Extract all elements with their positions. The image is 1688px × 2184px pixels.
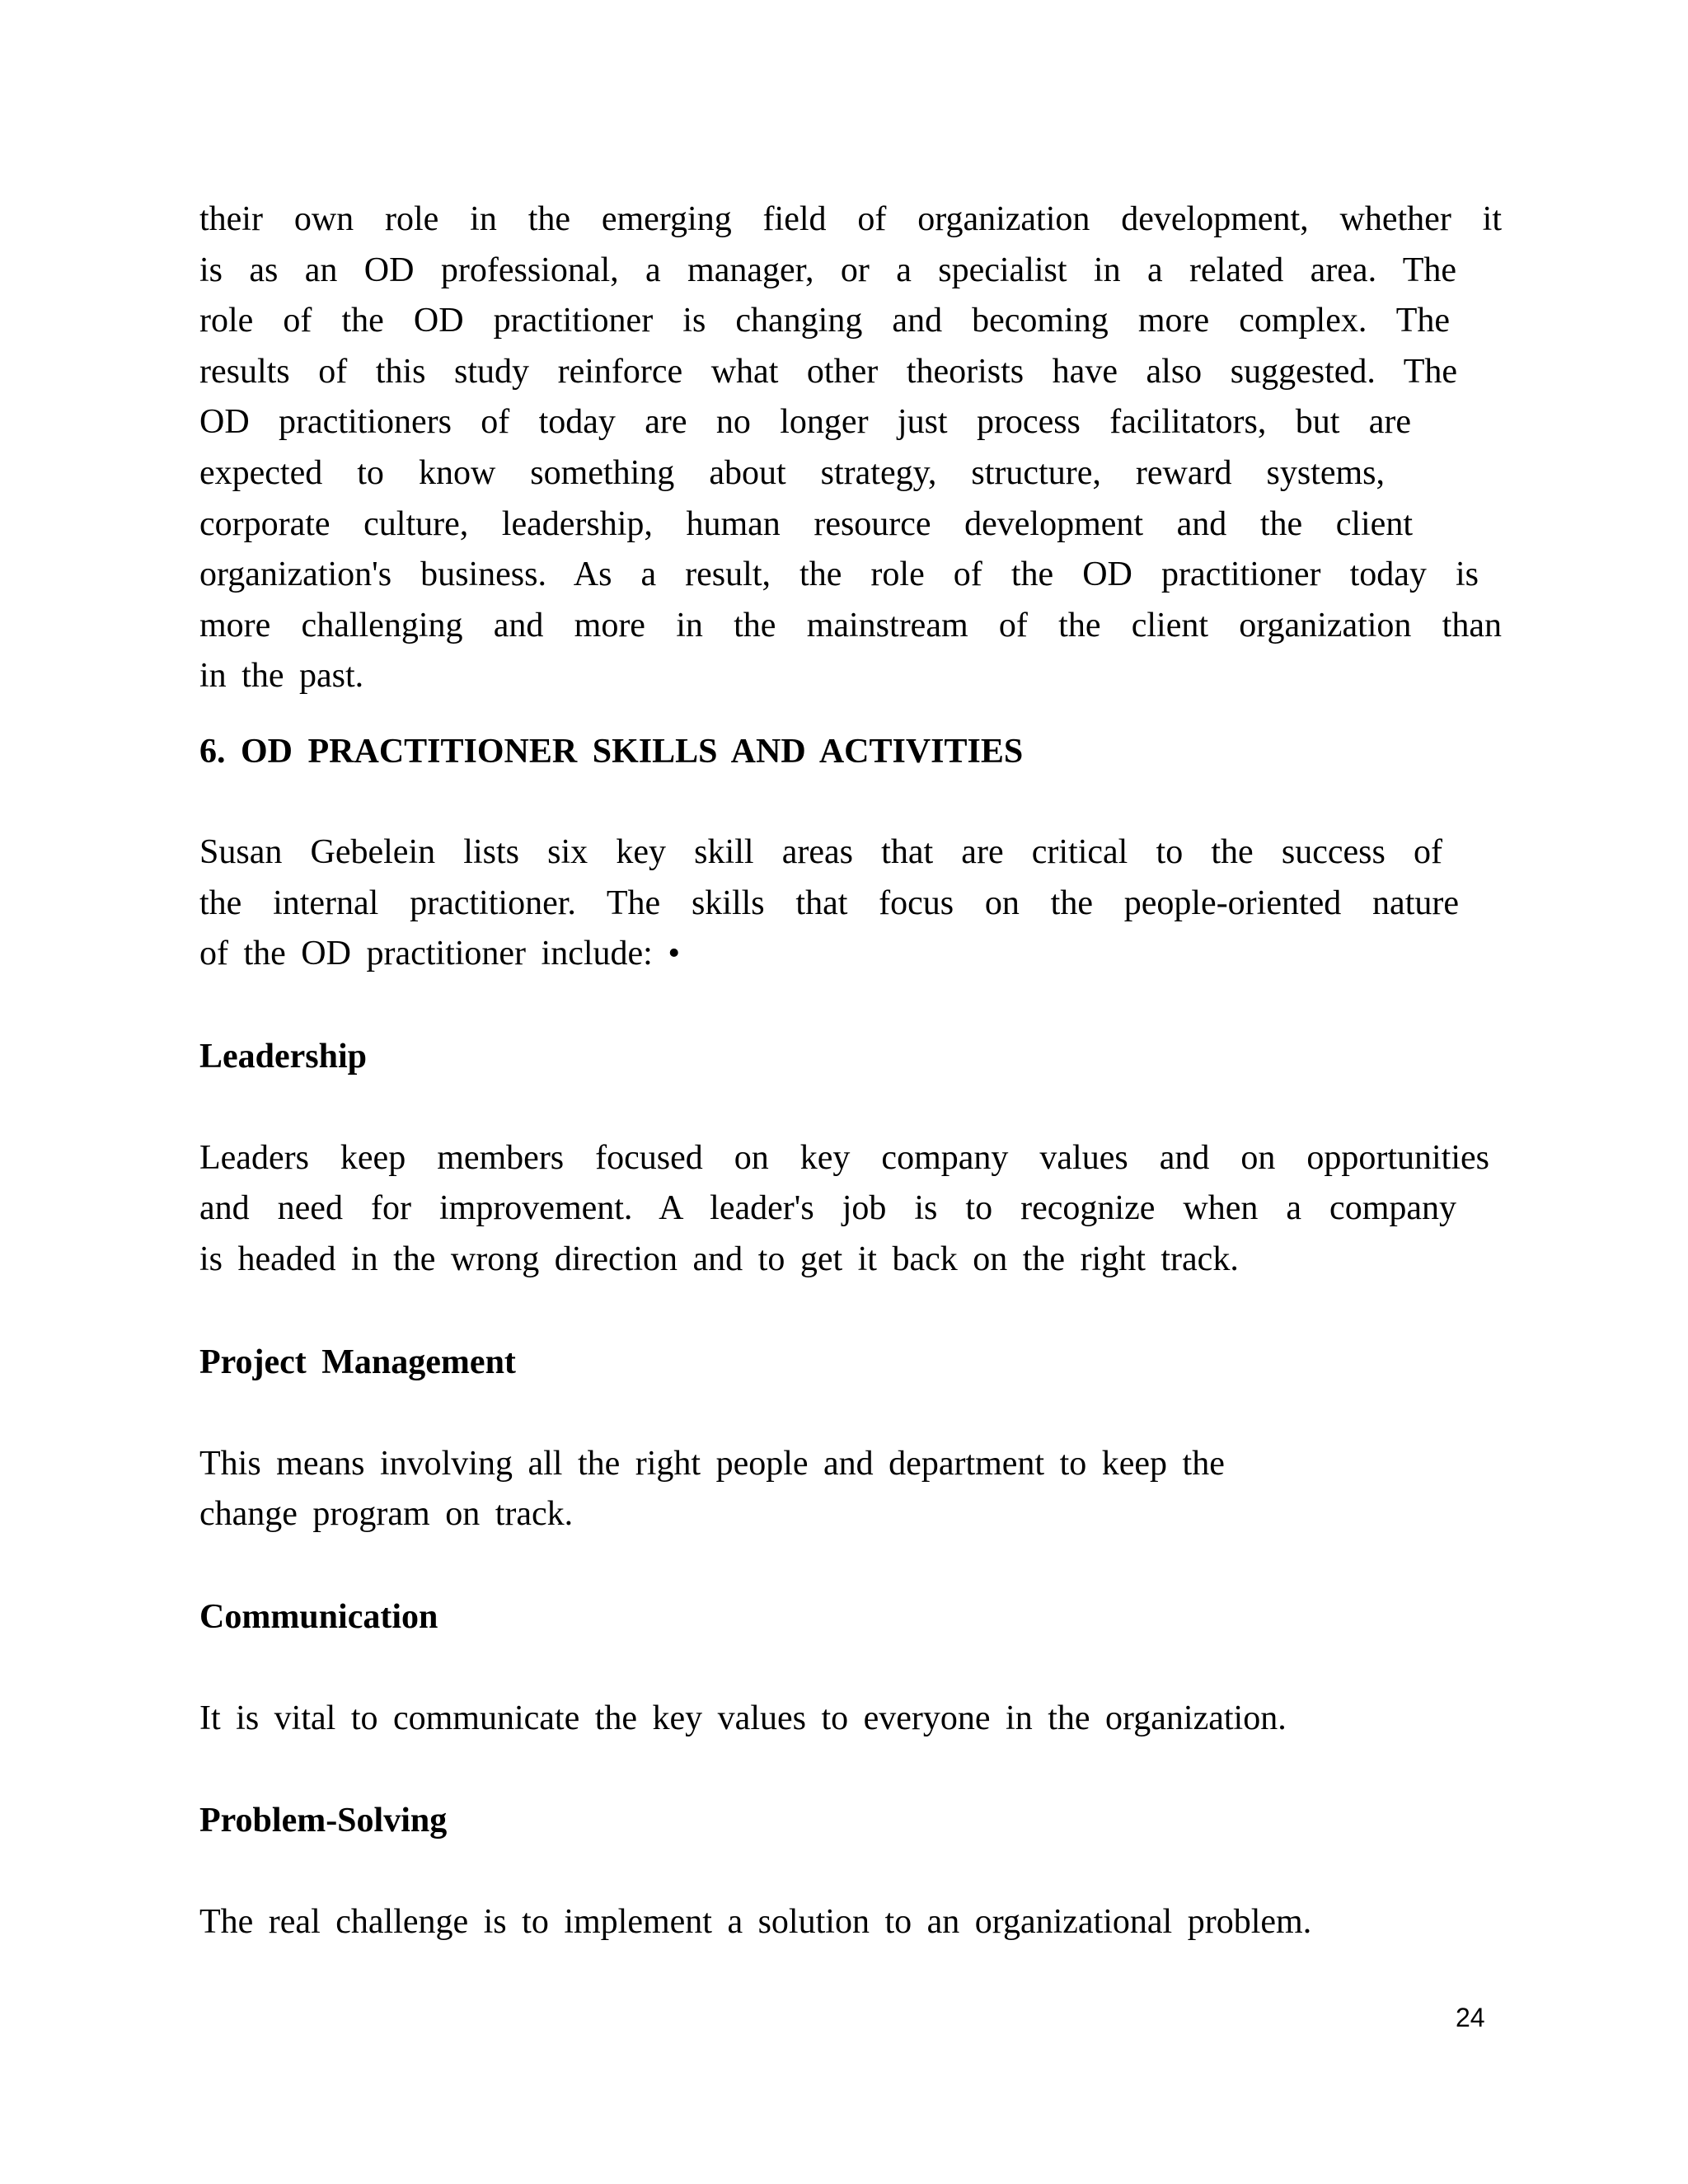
text-line: the internal practitioner. The skills that focus on the people-oriented nature (199, 883, 1459, 922)
document-page (199, 194, 1502, 1948)
skill-heading-communication: Communication (199, 1597, 438, 1636)
section-lead-paragraph (199, 827, 1502, 980)
text-line: role of the OD practitioner is changing and becoming more complex. The (199, 302, 1450, 340)
skill-heading-problem-solving: Problem-Solving (199, 1802, 448, 1840)
text-line: is headed in the wrong direction and to get it back on the right track. (199, 1240, 1239, 1278)
text-line: more challenging and more in the mainstream of the client organization than (199, 606, 1502, 644)
skill-description-leadership (199, 1133, 1502, 1286)
text-line: Leaders keep members focused on key company values and on opportunities (199, 1138, 1489, 1177)
text-line: OD practitioners of today are no longer just process facilitators, but are (199, 403, 1411, 442)
text-line: organization's business. As a result, the role of the OD practitioner today is (199, 555, 1479, 594)
text-line: results of this study reinforce what other theorists have also suggested. The (199, 352, 1457, 391)
skill-description-communication (199, 1694, 1502, 1745)
section-heading: 6. OD PRACTITIONER SKILLS AND ACTIVITIES (199, 732, 1024, 771)
text-line: This means involving all the right people and department to keep the (199, 1444, 1225, 1483)
text-line: of the OD practitioner include: • (199, 935, 681, 973)
text-line: expected to know something about strategy, structure, reward systems, (199, 453, 1385, 492)
skill-description-project-management (199, 1439, 1502, 1540)
text-line: their own role in the emerging field of organization development, whether it (199, 200, 1502, 238)
skill-heading-leadership: Leadership (199, 1037, 368, 1076)
text-line: Susan Gebelein lists six key skill areas that are critical to the success of (199, 832, 1442, 871)
text-line: The real challenge is to implement a solution to an organizational problem. (199, 1903, 1312, 1942)
skill-heading-project-management: Project Management (199, 1343, 516, 1381)
text-line: is as an OD professional, a manager, or a specialist in a related area. The (199, 251, 1456, 289)
page-number: 24 (1456, 2003, 1485, 2032)
text-line: in the past. (199, 657, 364, 696)
text-line: change program on track. (199, 1495, 574, 1534)
text-line: corporate culture, leadership, human resource development and the client (199, 504, 1413, 543)
intro-paragraph (199, 194, 1502, 702)
text-line: It is vital to communicate the key values to everyone in the organization. (199, 1699, 1287, 1737)
skill-description-problem-solving (199, 1897, 1502, 1948)
text-line: and need for improvement. A leader's job is to recognize when a company (199, 1189, 1456, 1228)
